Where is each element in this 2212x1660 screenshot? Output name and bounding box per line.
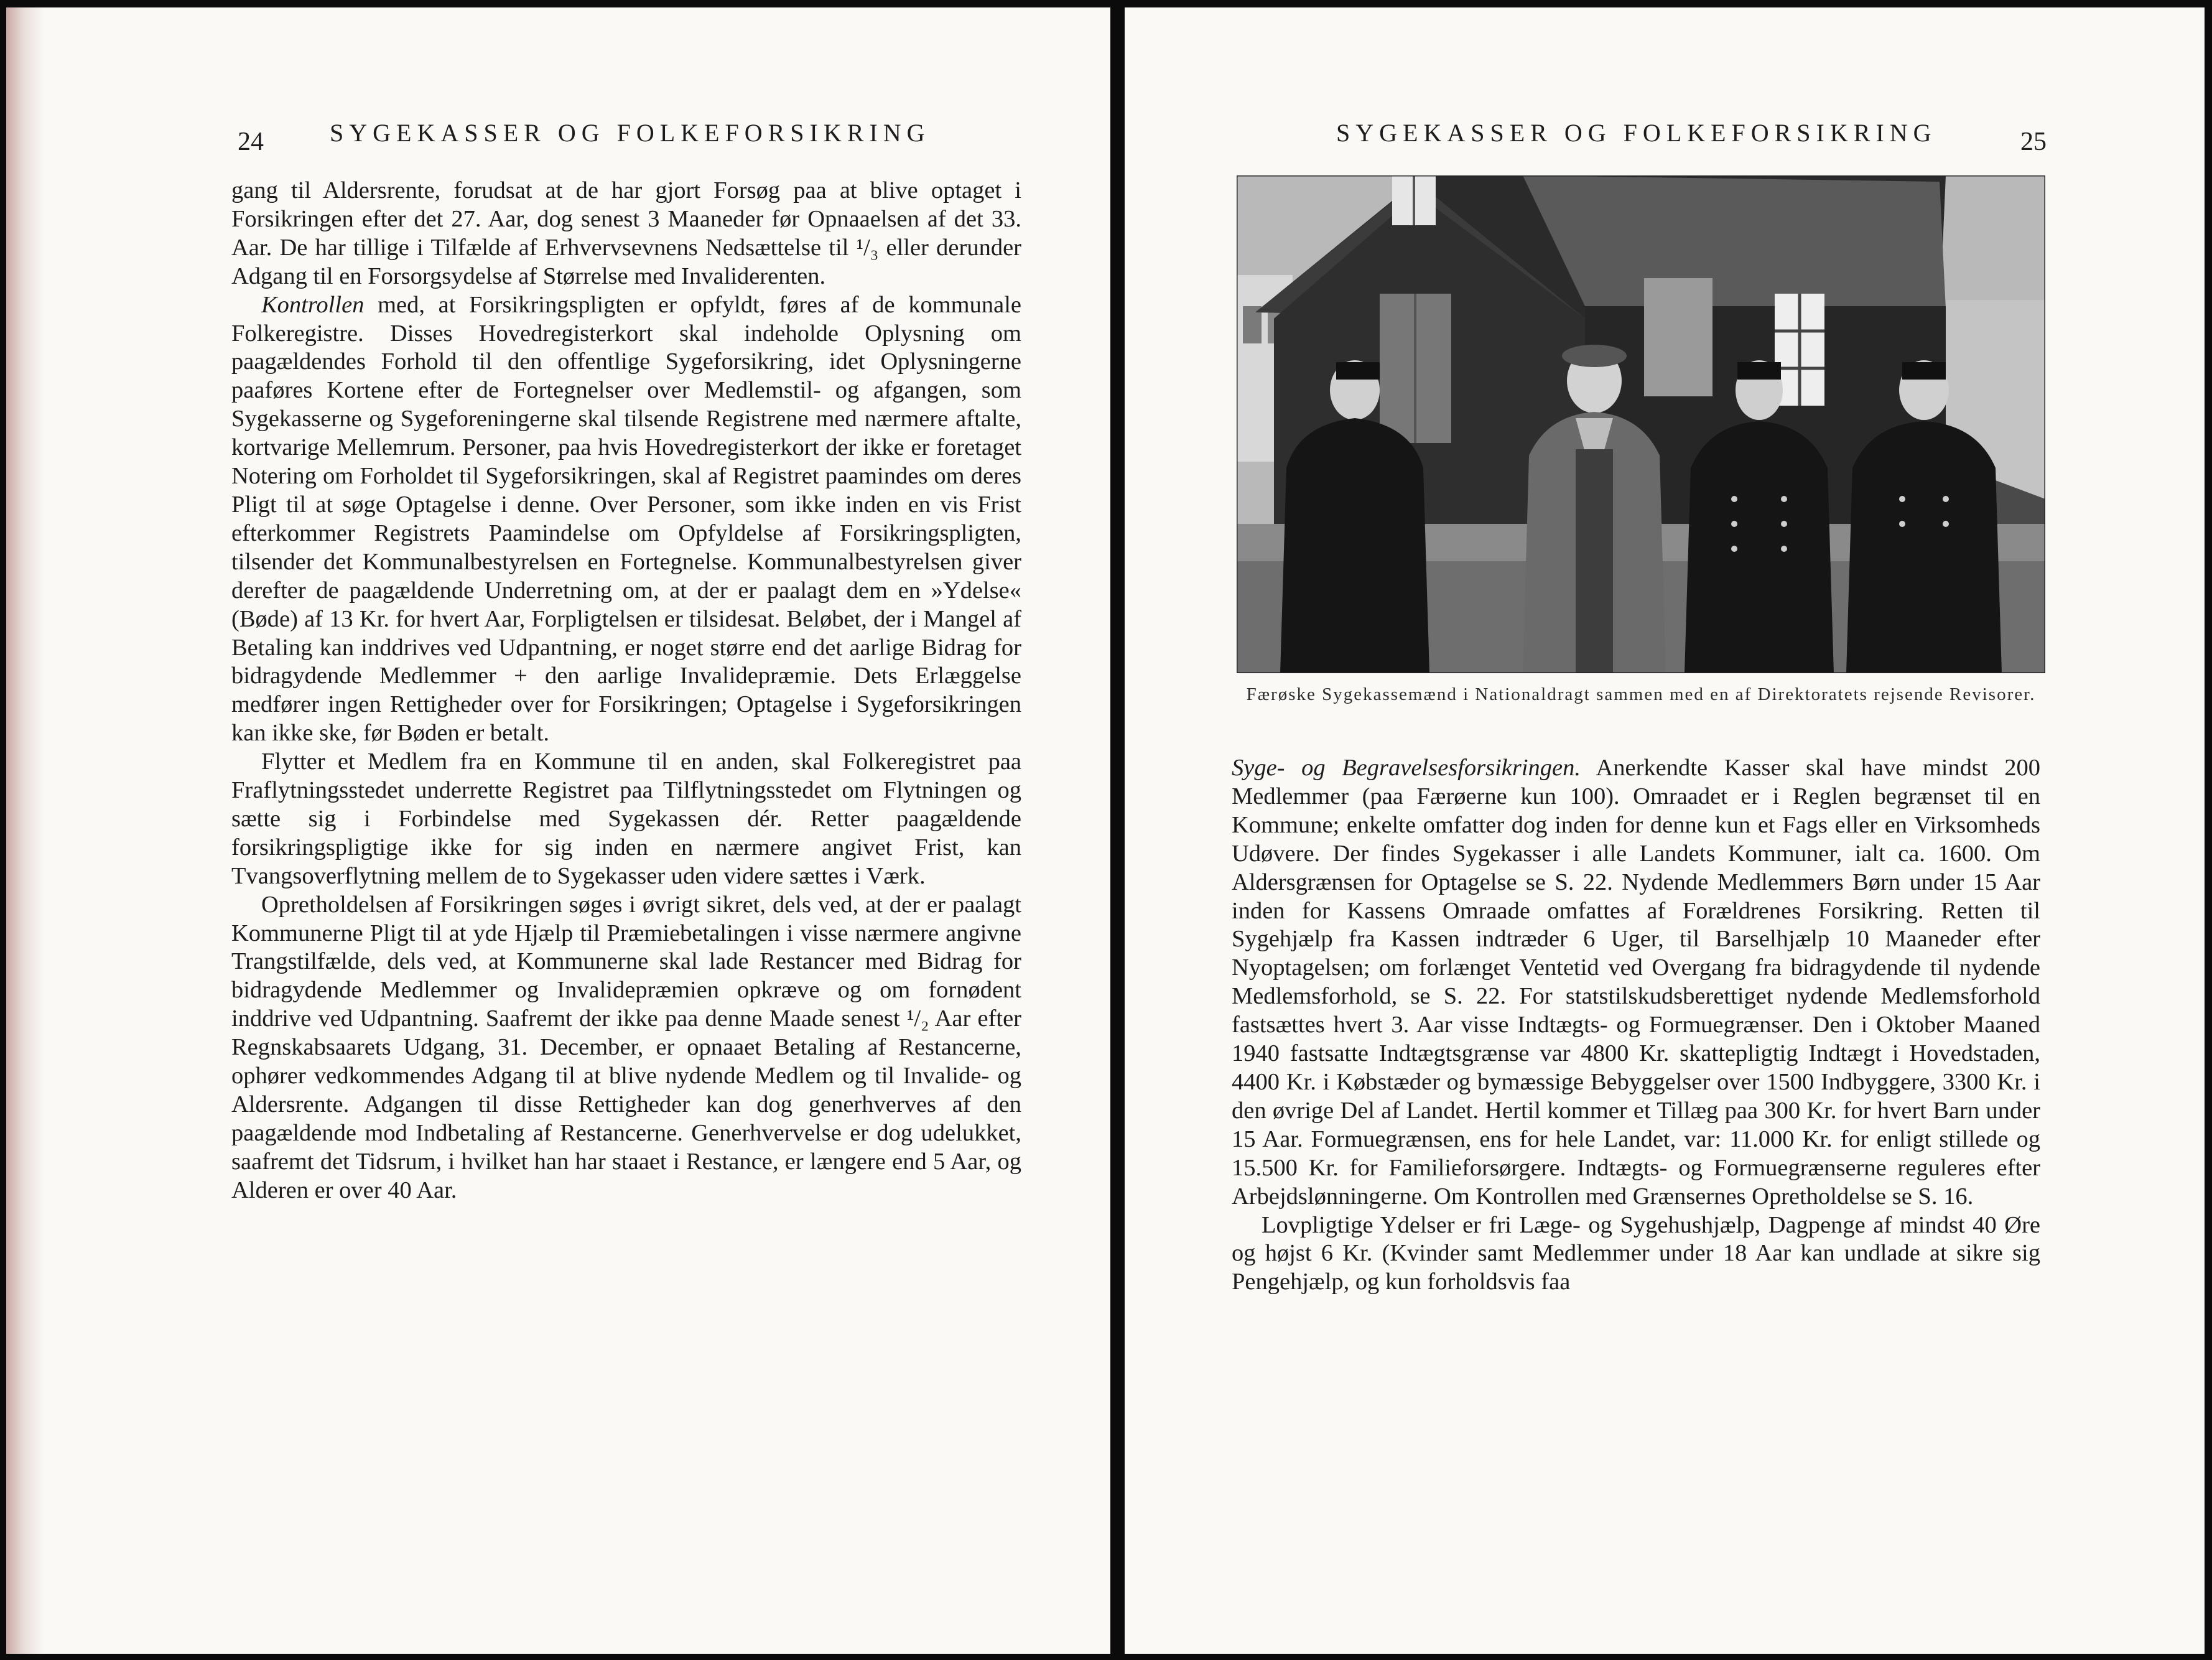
- paragraph-text: gang til Aldersrente, forudsat at de har gjort Forsøg paa at blive optaget i Forsikringen efter det 27. Aar, dog senest 3 Maaneder før Opnaaelsen af det 33. Aar. De har tillige i Tilfælde af Erhvervsevnens Nedsættelse til ¹/₃ eller derunder Adgang til en Forsorgsydelse af Størrelse med Invaliderenten.: [231, 177, 1021, 289]
- paragraph-text: med, at Forsikringspligten er opfyldt, føres af de kommunale Folkeregistre. Disses Hovedregisterkort skal indeholde Oplysning om paagældendes Forhold til den offentlige Sygeforsikring, idet Oplysningerne paaføres Kortene efter de Fortegnelser over Medlemstil- og afgangen, som Sygekasserne og Sygeforeningerne skal tilsende Registrene med nærmere aftalte, kortvarige Mellemrum. Personer, paa hvis Hovedregisterkort der ikke er foretaget Notering om Forholdet til Sygeforsikringen, skal af Registret paamindes om deres Pligt til at søge Optagelse i denne. Over Personer, som ikke inden en vis Frist efterkommer Registrets Paamindelse om Opfyldelse af Forsikringspligten, tilsender det Kommunalbestyrelsen en Fortegnelse. Kommunalbestyrelsen giver derefter de paagældende Underretning om, at der er paalagt dem en »Ydelse« (Bøde) af 13 Kr. for hvert Aar, Forpligtelsen er tilsidesat. Beløbet, der i Mangel af Betaling kan inddrives ved Udpantning, er noget større end det aarlige Bidrag for bidragydende Medlemmer + den aarlige Invalidepræmie. Dets Erlæggelse medfører ingen Rettigheder over for Forsikringen; Optagelse i Sygeforsikringen kan ikke ske, før Bøden er betalt.: [231, 291, 1021, 747]
- page-number: 25: [2020, 128, 2047, 156]
- paragraph-text: Opretholdelsen af Forsikringen søges i øvrigt sikret, dels ved, at der er paalagt Kommunerne Pligt til at yde Hjælp til Præmiebetalingen i visse nærmere angivne Trangstilfælde, dels ved, at Kommunerne skal lade Restancer med Bidrag for bidragydende Medlemmer og Invalidepræmien opkræve og om fornødent inddrive ved Udpantning. Saafremt der ikke paa denne Maade senest ¹/₂ Aar efter Regnskabsaarets Udgang, 31. December, er opnaaet Betaling af Restancerne, ophører vedkommendes Adgang til at blive nydende Medlem og til Invalide- og Aldersrente. Adgangen til disse Rettigheder kan dog generhverves af den paagældende mod Indbetaling af Restancerne. Generhvervelse er dog udelukket, saafremt det Tidsrum, i hvilket han har staaet i Restance, er længere end 5 Aar, og Alderen er over 40 Aar.: [231, 891, 1021, 1203]
- photo-caption: Færøske Sygekassemænd i Nationaldragt sammen med en af Direktoratets rejsende Revisorer.: [1246, 684, 2036, 704]
- paragraph: [231, 177, 1021, 291]
- running-head: SYGEKASSER OG FOLKEFORSIKRING: [330, 119, 931, 147]
- right-page: [1125, 7, 2205, 1654]
- group-photo: [1237, 175, 2045, 673]
- paragraph-text: Lovpligtige Ydelser er fri Læge- og Sygehushjælp, Dagpenge af mindst 40 Øre og højst 6 Kr. (Kvinder samt Medlemmer under 18 Aar kan undlade at sikre sig Pengehjælp, og kun forholdsvis faa: [1232, 1211, 2040, 1295]
- left-page: [6, 7, 1110, 1654]
- left-body-text: [231, 177, 1021, 1205]
- paragraph: [231, 748, 1021, 891]
- page-edge-stain: [6, 7, 44, 1654]
- page-number: 24: [238, 128, 264, 156]
- paragraph: [231, 291, 1021, 748]
- paragraph: [1232, 1211, 2040, 1297]
- italic-lead: Kontrollen: [261, 291, 365, 318]
- running-head: SYGEKASSER OG FOLKEFORSIKRING: [1336, 119, 1937, 147]
- paragraph: [231, 891, 1021, 1205]
- right-body-text: [1232, 754, 2040, 1297]
- italic-lead: Syge- og Begravelsesforsikringen.: [1232, 755, 1581, 781]
- paragraph-text: Flytter et Medlem fra en Kommune til en anden, skal Folkeregistret paa Fraflytningsstedet underrette Registret paa Tilflytningsstedet om Flytningen og sætte sig i Forbindelse med Sygekassen dér. Retter paagældende forsikringspligtige ikke for sig inden en nærmere angivet Frist, kan Tvangsoverflytning mellem de to Sygekasser uden videre sættes i Værk.: [231, 748, 1021, 889]
- paragraph-text: Anerkendte Kasser skal have mindst 200 Medlemmer (paa Færøerne kun 100). Omraadet er i Reglen begrænset til en Kommune; enkelte omfatter dog inden for denne kun et Fags eller en Virksomheds Udøvere. Der findes Sygekasser i alle Landets Kommuner, ialt ca. 1600. Om Aldersgrænsen for Optagelse se S. 22. Nydende Medlemmers Børn under 15 Aar inden for Kassens Omraade omfattes af Forældrenes Forsikring. Retten til Sygehjælp fra Kassen indtræder 6 Uger, til Barselhjælp 10 Maaneder efter Nyoptagelsen; om forlænget Ventetid ved Overgang fra bidragydende til nydende Medlemsforhold, se S. 22. For statstilskudsberettiget nydende Medlemsforhold fastsættes hvert 3. Aar visse Indtægts- og Formuegrænser. Den i Oktober Maaned 1940 fastsatte Indtægtsgrænse var 4800 Kr. skattepligtig Indtægt i Hovedstaden, 4400 Kr. i Købstæder og bymæssige Bebyggelser over 1500 Indbyggere, 3300 Kr. i den øvrige Del af Landet. Hertil kommer et Tillæg paa 300 Kr. for hvert Barn under 15 Aar. Formuegrænsen, ens for hele Landet, var: 11.000 Kr. for enligt stillede og 15.500 Kr. for Familieforsørgere. Indtægts- og Formuegrænserne reguleres efter Arbejdslønningerne. Om Kontrollen med Grænsernes Opretholdelse se S. 16.: [1232, 755, 2040, 1210]
- paragraph: [1232, 754, 2040, 1211]
